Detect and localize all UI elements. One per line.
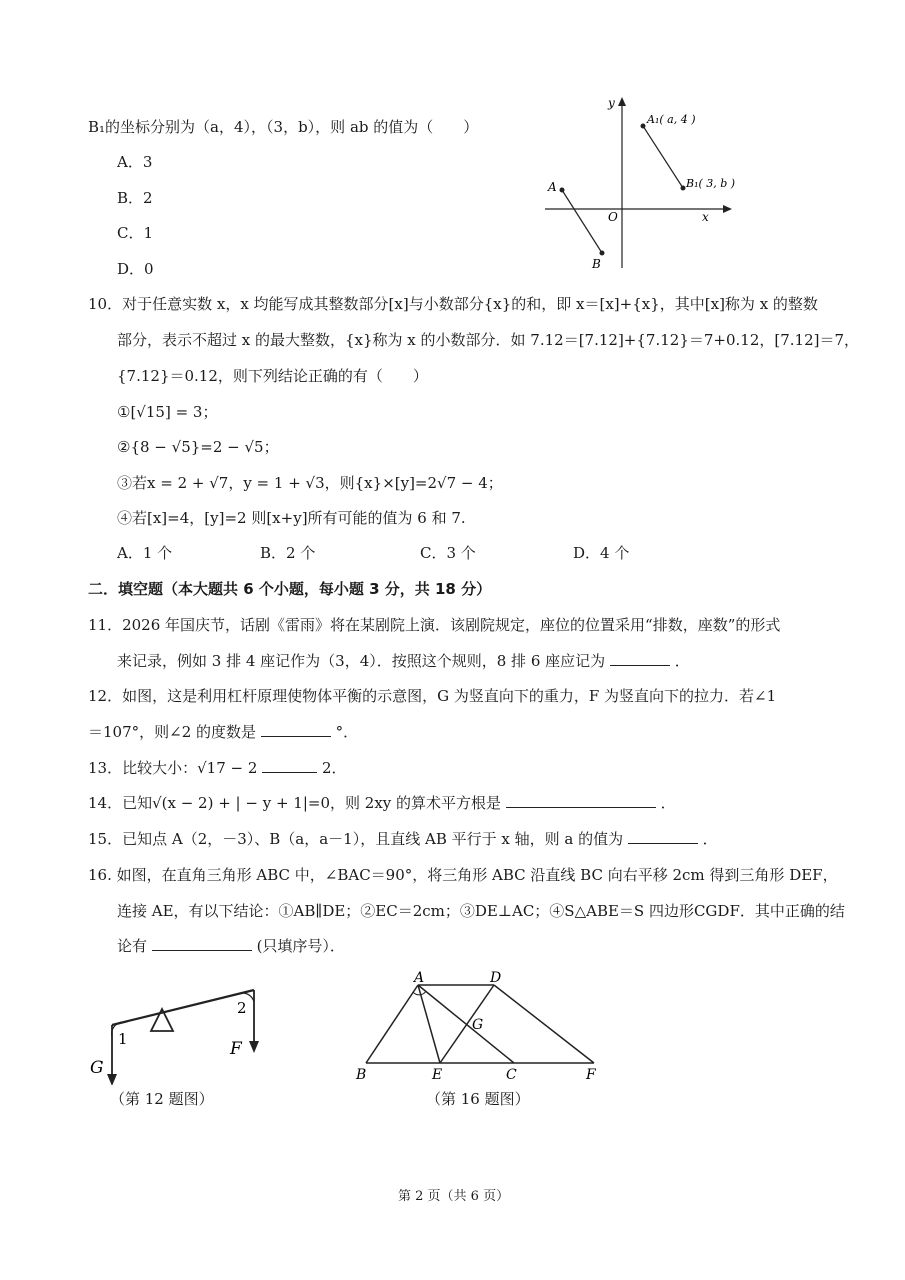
q11-answer-blank[interactable] (610, 651, 670, 666)
q16-tail: (只填序号）． (256, 937, 345, 955)
section-2-title: 二．填空题（本大题共 6 个小题，每小题 3 分，共 18 分） (88, 580, 492, 598)
q10-line-2: 部分，表示不超过 x 的最大整数，{x}称为 x 的小数部分．如 7.12＝[7.12]+{7.12}＝7+0.12，[7.12]＝7， (117, 331, 860, 349)
point-b (600, 251, 605, 256)
label-a: A (414, 970, 425, 986)
q10-line-1: 10．对于任意实数 x，x 均能写成其整数部分[x]与小数部分{x}的和，即 x＝[x]+{x}，其中[x]称为 x 的整数 (88, 295, 818, 313)
point-a (560, 188, 565, 193)
q10-line-3: {7.12}＝0.12，则下列结论正确的有（ ） (117, 367, 428, 385)
label-f: F (586, 1067, 596, 1083)
q10-option-c: C．3 个 (420, 544, 476, 562)
label-b: B (356, 1067, 367, 1083)
q14-tail: ． (660, 794, 676, 812)
label-d: D (490, 970, 502, 986)
q9-option-b: B．2 (117, 189, 153, 207)
q16-line-3 (117, 936, 345, 956)
q16-line-2: 连接 AE，有以下结论：①AB∥DE；②EC＝2cm；③DE⊥AC；④S△ABE＝S 四边形CGDF．其中正确的结 (117, 902, 845, 920)
segment-ae (418, 985, 440, 1063)
q11-tail: ． (674, 652, 690, 670)
q11-line-2 (117, 651, 690, 671)
label-g: G (472, 1017, 484, 1033)
segment-df (494, 985, 594, 1063)
page-footer: 第 2 页（共 6 页） (398, 1189, 510, 1204)
fig16-caption: （第 16 题图） (426, 1090, 530, 1108)
q10-statement-3: ③若x = 2 + √7，y = 1 + √3，则{x}×[y]=2√7 − 4； (117, 474, 503, 492)
q10-option-a: A．1 个 (117, 544, 173, 562)
q10-statement-1: ①[√15] = 3； (117, 403, 218, 421)
q9-coordinate-figure (540, 90, 740, 275)
q10-option-d: D．4 个 (573, 544, 630, 562)
q13-text: 13．比较大小：√17 − 2 (88, 759, 258, 777)
point-a-label: A (548, 180, 557, 194)
point-a1-label: A₁( a, 4 ) (647, 113, 696, 126)
force-label: F (230, 1039, 242, 1059)
q11-text: 来记录，例如 3 排 4 座记作为（3，4）．按照这个规则，8 排 6 座应记为 (117, 652, 606, 670)
q16-line-1: 16. 如图，在直角三角形 ABC 中，∠BAC＝90°，将三角形 ABC 沿直线 BC 向右平移 2cm 得到三角形 DEF， (88, 866, 838, 884)
origin-label: O (608, 210, 618, 224)
q12-tail: °． (335, 723, 359, 741)
q9-option-a: A．3 (117, 153, 153, 171)
q9-line: B₁的坐标分别为（a，4），（3，b），则 ab 的值为（ ） (88, 118, 479, 136)
q15-tail: ． (702, 830, 718, 848)
fig12-lever-diagram (82, 980, 282, 1085)
q14-text: 14．已知√(x − 2) + | − y + 1|=0，则 2xy 的算术平方根是 (88, 794, 502, 812)
angle-1-label: 1 (118, 1030, 128, 1048)
x-axis-label: x (702, 210, 709, 224)
q16-text: 论有 (117, 937, 148, 955)
q12-line-2 (88, 722, 358, 742)
angle-2-label: 2 (237, 999, 247, 1017)
q14-answer-blank[interactable] (506, 793, 656, 808)
point-b1 (681, 186, 686, 191)
lever-beam (112, 990, 254, 1025)
segment-a1b1 (643, 126, 683, 188)
q13-tail: 2． (321, 759, 347, 777)
q15-text: 15．已知点 A（2，－3）、B（a，a－1），且直线 AB 平行于 x 轴，则 a 的值为 (88, 830, 624, 848)
label-c: C (506, 1067, 517, 1083)
q15-answer-blank[interactable] (628, 829, 698, 844)
q12-text: ＝107°，则∠2 的度数是 (88, 723, 257, 741)
q11-line-1: 11．2026 年国庆节，话剧《雷雨》将在某剧院上演．该剧院规定，座位的位置采用“排数，座数”的形式 (88, 616, 781, 634)
q13-line (88, 758, 347, 778)
q13-answer-blank[interactable] (262, 758, 317, 773)
q10-statement-4: ④若[x]=4，[y]=2 则[x+y]所有可能的值为 6 和 7. (117, 509, 466, 527)
point-b-label: B (592, 257, 601, 271)
q9-option-c: C．1 (117, 224, 154, 242)
q15-line (88, 829, 718, 849)
point-b1-label: B₁( 3, b ) (686, 177, 736, 190)
segment-de (440, 985, 494, 1063)
point-a1 (641, 124, 646, 129)
segment-ab (366, 985, 418, 1063)
gravity-label: G (90, 1058, 104, 1078)
fig16-triangle-diagram (350, 965, 610, 1085)
q12-answer-blank[interactable] (261, 722, 331, 737)
q12-line-1: 12．如图，这是利用杠杆原理使物体平衡的示意图，G 为竖直向下的重力，F 为竖直向下的拉力．若∠1 (88, 687, 777, 705)
segment-ab (562, 190, 602, 253)
segment-ac (418, 985, 514, 1063)
q10-statement-2: ②{8 − √5}=2 − √5； (117, 438, 279, 456)
fig12-caption: （第 12 题图） (110, 1090, 214, 1108)
q14-line (88, 793, 676, 813)
q16-answer-blank[interactable] (152, 936, 252, 951)
q10-option-b: B．2 个 (260, 544, 316, 562)
label-e: E (432, 1067, 443, 1083)
q9-option-d: D．0 (117, 260, 154, 278)
y-axis-label: y (608, 96, 615, 110)
